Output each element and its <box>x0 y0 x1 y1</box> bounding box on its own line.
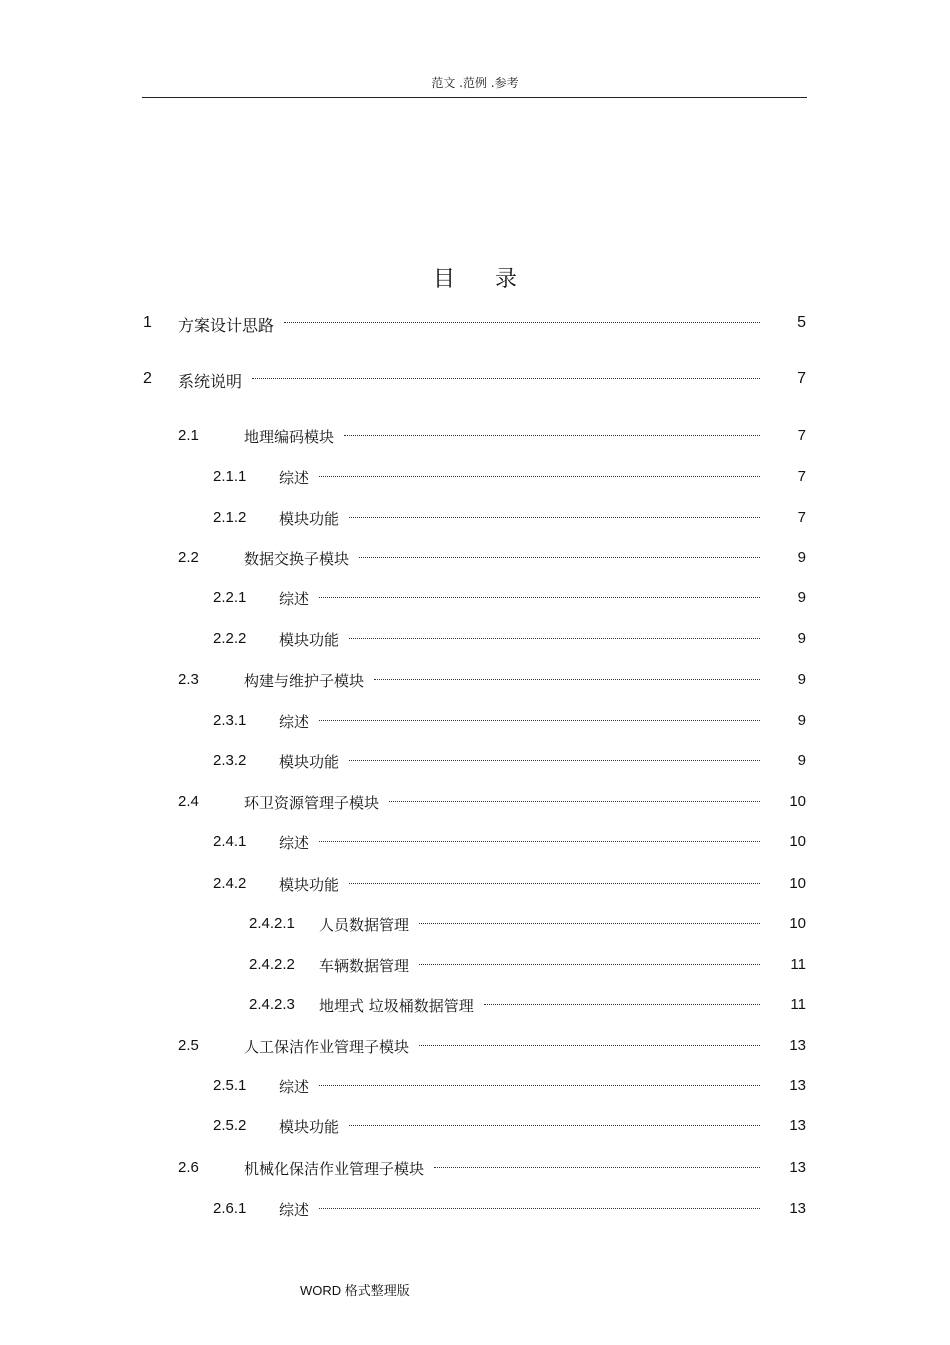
toc-entry-title: 人员数据管理 <box>319 916 410 934</box>
toc-entry-page: 10 <box>789 915 806 932</box>
toc-title: 目录 <box>432 267 557 292</box>
toc-entry-number: 2.1.2 <box>213 509 247 526</box>
toc-entry[interactable] <box>0 425 950 447</box>
toc-entry-title: 地理编码模块 <box>244 428 335 446</box>
toc-entry-page: 9 <box>797 630 806 647</box>
toc-entry[interactable] <box>0 1035 950 1057</box>
toc-entry-title: 模块功能 <box>279 1118 340 1136</box>
toc-entry-title: 综述 <box>279 713 310 731</box>
toc-entry-number: 2.1 <box>178 427 199 444</box>
toc-entry-number: 2.3.2 <box>213 752 247 769</box>
toc-leader-dots <box>319 720 760 721</box>
toc-leader-dots <box>319 1085 760 1086</box>
toc-entry-page: 13 <box>789 1200 806 1217</box>
toc-entry-title: 模块功能 <box>279 510 340 528</box>
toc-leader-dots <box>419 964 760 965</box>
toc-leader-dots <box>319 476 760 477</box>
toc-entry[interactable] <box>0 1115 950 1137</box>
toc-leader-dots <box>359 557 760 558</box>
toc-leader-dots <box>319 841 760 842</box>
toc-entry-number: 2 <box>143 370 152 387</box>
toc-entry-title: 综述 <box>279 1201 310 1219</box>
toc-leader-dots <box>419 1045 760 1046</box>
toc-leader-dots <box>349 760 760 761</box>
toc-entry-number: 2.3 <box>178 671 199 688</box>
toc-entry-page: 9 <box>797 589 806 606</box>
toc-entry-number: 2.6 <box>178 1159 199 1176</box>
toc-leader-dots <box>344 435 760 436</box>
toc-entry-page: 10 <box>789 793 806 810</box>
toc-entry-page: 9 <box>797 712 806 729</box>
toc-entry-title: 模块功能 <box>279 753 340 771</box>
toc-entry[interactable] <box>0 628 950 650</box>
toc-entry-number: 2.4 <box>178 793 199 810</box>
toc-entry-title: 方案设计思路 <box>178 316 275 335</box>
toc-entry[interactable] <box>0 507 950 529</box>
toc-entry-number: 2.2 <box>178 549 199 566</box>
toc-entry-title: 综述 <box>279 590 310 608</box>
toc-entry[interactable] <box>0 368 950 390</box>
toc-leader-dots <box>349 638 760 639</box>
toc-leader-dots <box>389 801 760 802</box>
toc-leader-dots <box>374 679 760 680</box>
toc-entry[interactable] <box>0 710 950 732</box>
toc-entry-title: 人工保洁作业管理子模块 <box>244 1038 410 1056</box>
toc-entry[interactable] <box>0 1075 950 1097</box>
toc-entry[interactable] <box>0 587 950 609</box>
toc-entry-title: 模块功能 <box>279 876 340 894</box>
toc-entry-number: 2.5.2 <box>213 1117 247 1134</box>
toc-entry-number: 2.1.1 <box>213 468 247 485</box>
toc-entry[interactable] <box>0 1198 950 1220</box>
toc-entry[interactable] <box>0 873 950 895</box>
toc-entry[interactable] <box>0 831 950 853</box>
toc-entry-number: 2.4.2.2 <box>249 956 295 973</box>
toc-entry-title: 构建与维护子模块 <box>244 672 365 690</box>
toc-entry-page: 13 <box>789 1117 806 1134</box>
toc-entry[interactable] <box>0 913 950 935</box>
toc-entry-number: 1 <box>143 314 152 331</box>
toc-entry-page: 13 <box>789 1077 806 1094</box>
toc-leader-dots <box>419 923 760 924</box>
page-header: 范文 .范例 .参考 <box>431 76 519 90</box>
toc-entry-title: 地埋式 垃圾桶数据管理 <box>319 997 474 1015</box>
toc-entry-title: 模块功能 <box>279 631 340 649</box>
toc-entry-page: 7 <box>797 468 806 485</box>
toc-leader-dots <box>252 378 760 379</box>
toc-leader-dots <box>284 322 760 323</box>
toc-entry-number: 2.5 <box>178 1037 199 1054</box>
toc-entry-page: 10 <box>789 875 806 892</box>
toc-leader-dots <box>349 517 760 518</box>
toc-leader-dots <box>319 597 760 598</box>
toc-entry-number: 2.4.2.3 <box>249 996 295 1013</box>
toc-entry-title: 数据交换子模块 <box>244 550 350 568</box>
toc-entry-page: 7 <box>797 509 806 526</box>
toc-entry-number: 2.2.1 <box>213 589 247 606</box>
toc-entry-page: 7 <box>797 427 806 444</box>
toc-entry-number: 2.4.2 <box>213 875 247 892</box>
toc-entry-title: 系统说明 <box>178 372 243 391</box>
toc-entry-number: 2.3.1 <box>213 712 247 729</box>
toc-entry-page: 9 <box>797 752 806 769</box>
toc-entry-page: 5 <box>797 314 806 331</box>
toc-entry-number: 2.5.1 <box>213 1077 247 1094</box>
toc-entry[interactable] <box>0 547 950 569</box>
toc-entry-page: 9 <box>797 549 806 566</box>
toc-entry[interactable] <box>0 669 950 691</box>
toc-entry-title: 综述 <box>279 834 310 852</box>
toc-entry-title: 综述 <box>279 469 310 487</box>
toc-entry-page: 9 <box>797 671 806 688</box>
toc-leader-dots <box>319 1208 760 1209</box>
toc-entry-number: 2.2.2 <box>213 630 247 647</box>
toc-entry[interactable] <box>0 312 950 334</box>
toc-entry[interactable] <box>0 1157 950 1179</box>
toc-leader-dots <box>349 883 760 884</box>
toc-entry[interactable] <box>0 750 950 772</box>
toc-entry-page: 10 <box>789 833 806 850</box>
toc-entry-page: 13 <box>789 1037 806 1054</box>
page-footer: WORD 格式整理版 <box>300 1283 410 1298</box>
toc-entry-number: 2.6.1 <box>213 1200 247 1217</box>
toc-entry-page: 7 <box>797 370 806 387</box>
toc-entry-page: 11 <box>790 956 806 973</box>
toc-entry-title: 综述 <box>279 1078 310 1096</box>
toc-entry[interactable] <box>0 466 950 488</box>
toc-entry-title: 环卫资源管理子模块 <box>244 794 380 812</box>
toc-entry[interactable] <box>0 791 950 813</box>
toc-entry-page: 11 <box>790 996 806 1013</box>
toc-entry[interactable] <box>0 994 950 1016</box>
toc-entry-number: 2.4.1 <box>213 833 247 850</box>
toc-entry-title: 机械化保洁作业管理子模块 <box>244 1160 425 1178</box>
toc-entry-title: 车辆数据管理 <box>319 957 410 975</box>
toc-entry-page: 13 <box>789 1159 806 1176</box>
toc-leader-dots <box>484 1004 760 1005</box>
toc-entry-number: 2.4.2.1 <box>249 915 295 932</box>
toc-leader-dots <box>434 1167 760 1168</box>
toc-entry[interactable] <box>0 954 950 976</box>
toc-leader-dots <box>349 1125 760 1126</box>
